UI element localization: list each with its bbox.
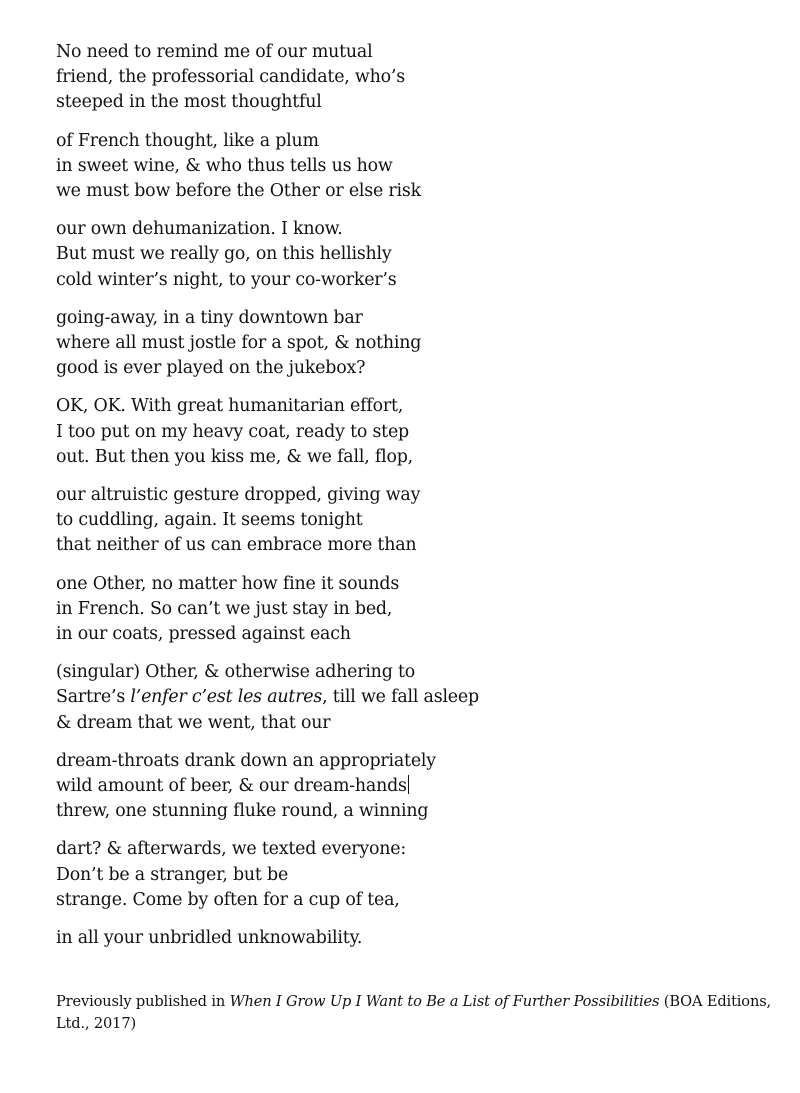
poem-line: strange. Come by often for a cup of tea,: [56, 889, 400, 910]
poem-line: our altruistic gesture dropped, giving way: [56, 485, 421, 506]
poem-line: our own dehumanization. I know.: [56, 219, 343, 240]
stanza-3: [56, 217, 776, 293]
poem-line: I too put on my heavy coat, ready to step: [56, 421, 409, 442]
poem-line: But must we really go, on this hellishly: [56, 244, 392, 265]
poem-line-with-caret[interactable]: [56, 774, 776, 799]
poem-line: (singular) Other, & otherwise adhering to: [56, 662, 416, 683]
text-cursor: [408, 775, 409, 794]
poem-line: to cuddling, again. It seems tonight: [56, 510, 363, 531]
poem-line: steeped in the most thoughtful: [56, 92, 322, 113]
stanza-7: [56, 572, 776, 648]
stanza-5: [56, 394, 776, 470]
poem-line: where all must jostle for a spot, & nothing: [56, 333, 422, 354]
poem-line: in our coats, pressed against each: [56, 624, 351, 645]
poem-line: friend, the professorial candidate, who’s: [56, 67, 405, 88]
stanza-10: [56, 837, 776, 913]
poem-line: Don’t be a stranger, but be: [56, 864, 289, 885]
credit-suffix: (BOA Editions, Ltd., 2017): [56, 993, 772, 1032]
sartre-quote: l’enfer c’est les autres: [130, 687, 323, 708]
stanza-11: [56, 926, 776, 951]
poem-line: one Other, no matter how fine it sounds: [56, 573, 400, 594]
stanza-8: [56, 660, 776, 736]
stanza-6: [56, 483, 776, 559]
credit-book-title: When I Grow Up I Want to Be a List of Further Possibilities: [229, 993, 660, 1010]
poem-line: out. But then you kiss me, & we fall, flop,: [56, 446, 413, 467]
poem-line-sartre: [56, 685, 776, 710]
poem-line: No need to remind me of our mutual: [56, 42, 373, 62]
poem-line-text: wild amount of beer, & our dream-hands: [56, 776, 407, 797]
publication-credit: [56, 991, 776, 1035]
poem-line: dart? & afterwards, we texted everyone:: [56, 839, 407, 860]
poem-line: that neither of us can embrace more than: [56, 535, 417, 556]
sartre-suffix: , till we fall asleep: [322, 687, 479, 708]
poem-line: cold winter’s night, to your co-worker’s: [56, 269, 397, 290]
sartre-prefix: Sartre’s: [56, 687, 131, 708]
poem-line: going-away, in a tiny downtown bar: [56, 307, 363, 328]
poem-line: threw, one stunning fluke round, a winning: [56, 801, 429, 822]
poem-body: [56, 40, 776, 951]
poem-line: we must bow before the Other or else risk: [56, 181, 421, 202]
poem-line: in all your unbridled unknowability.: [56, 928, 363, 949]
poem-line: & dream that we went, that our: [56, 712, 331, 733]
stanza-9: [56, 749, 776, 825]
credit-prefix: Previously published in: [56, 993, 230, 1010]
poem-line: of French thought, like a plum: [56, 130, 319, 151]
poem-line: OK, OK. With great humanitarian effort,: [56, 396, 404, 417]
stanza-4: [56, 306, 776, 382]
poem-page: [56, 40, 776, 964]
stanza-2: [56, 129, 776, 205]
poem-line: in sweet wine, & who thus tells us how: [56, 155, 393, 176]
stanza-1: [56, 40, 776, 116]
poem-line: good is ever played on the jukebox?: [56, 358, 366, 379]
poem-line: dream-throats drank down an appropriately: [56, 750, 436, 771]
poem-line: in French. So can’t we just stay in bed,: [56, 598, 393, 619]
